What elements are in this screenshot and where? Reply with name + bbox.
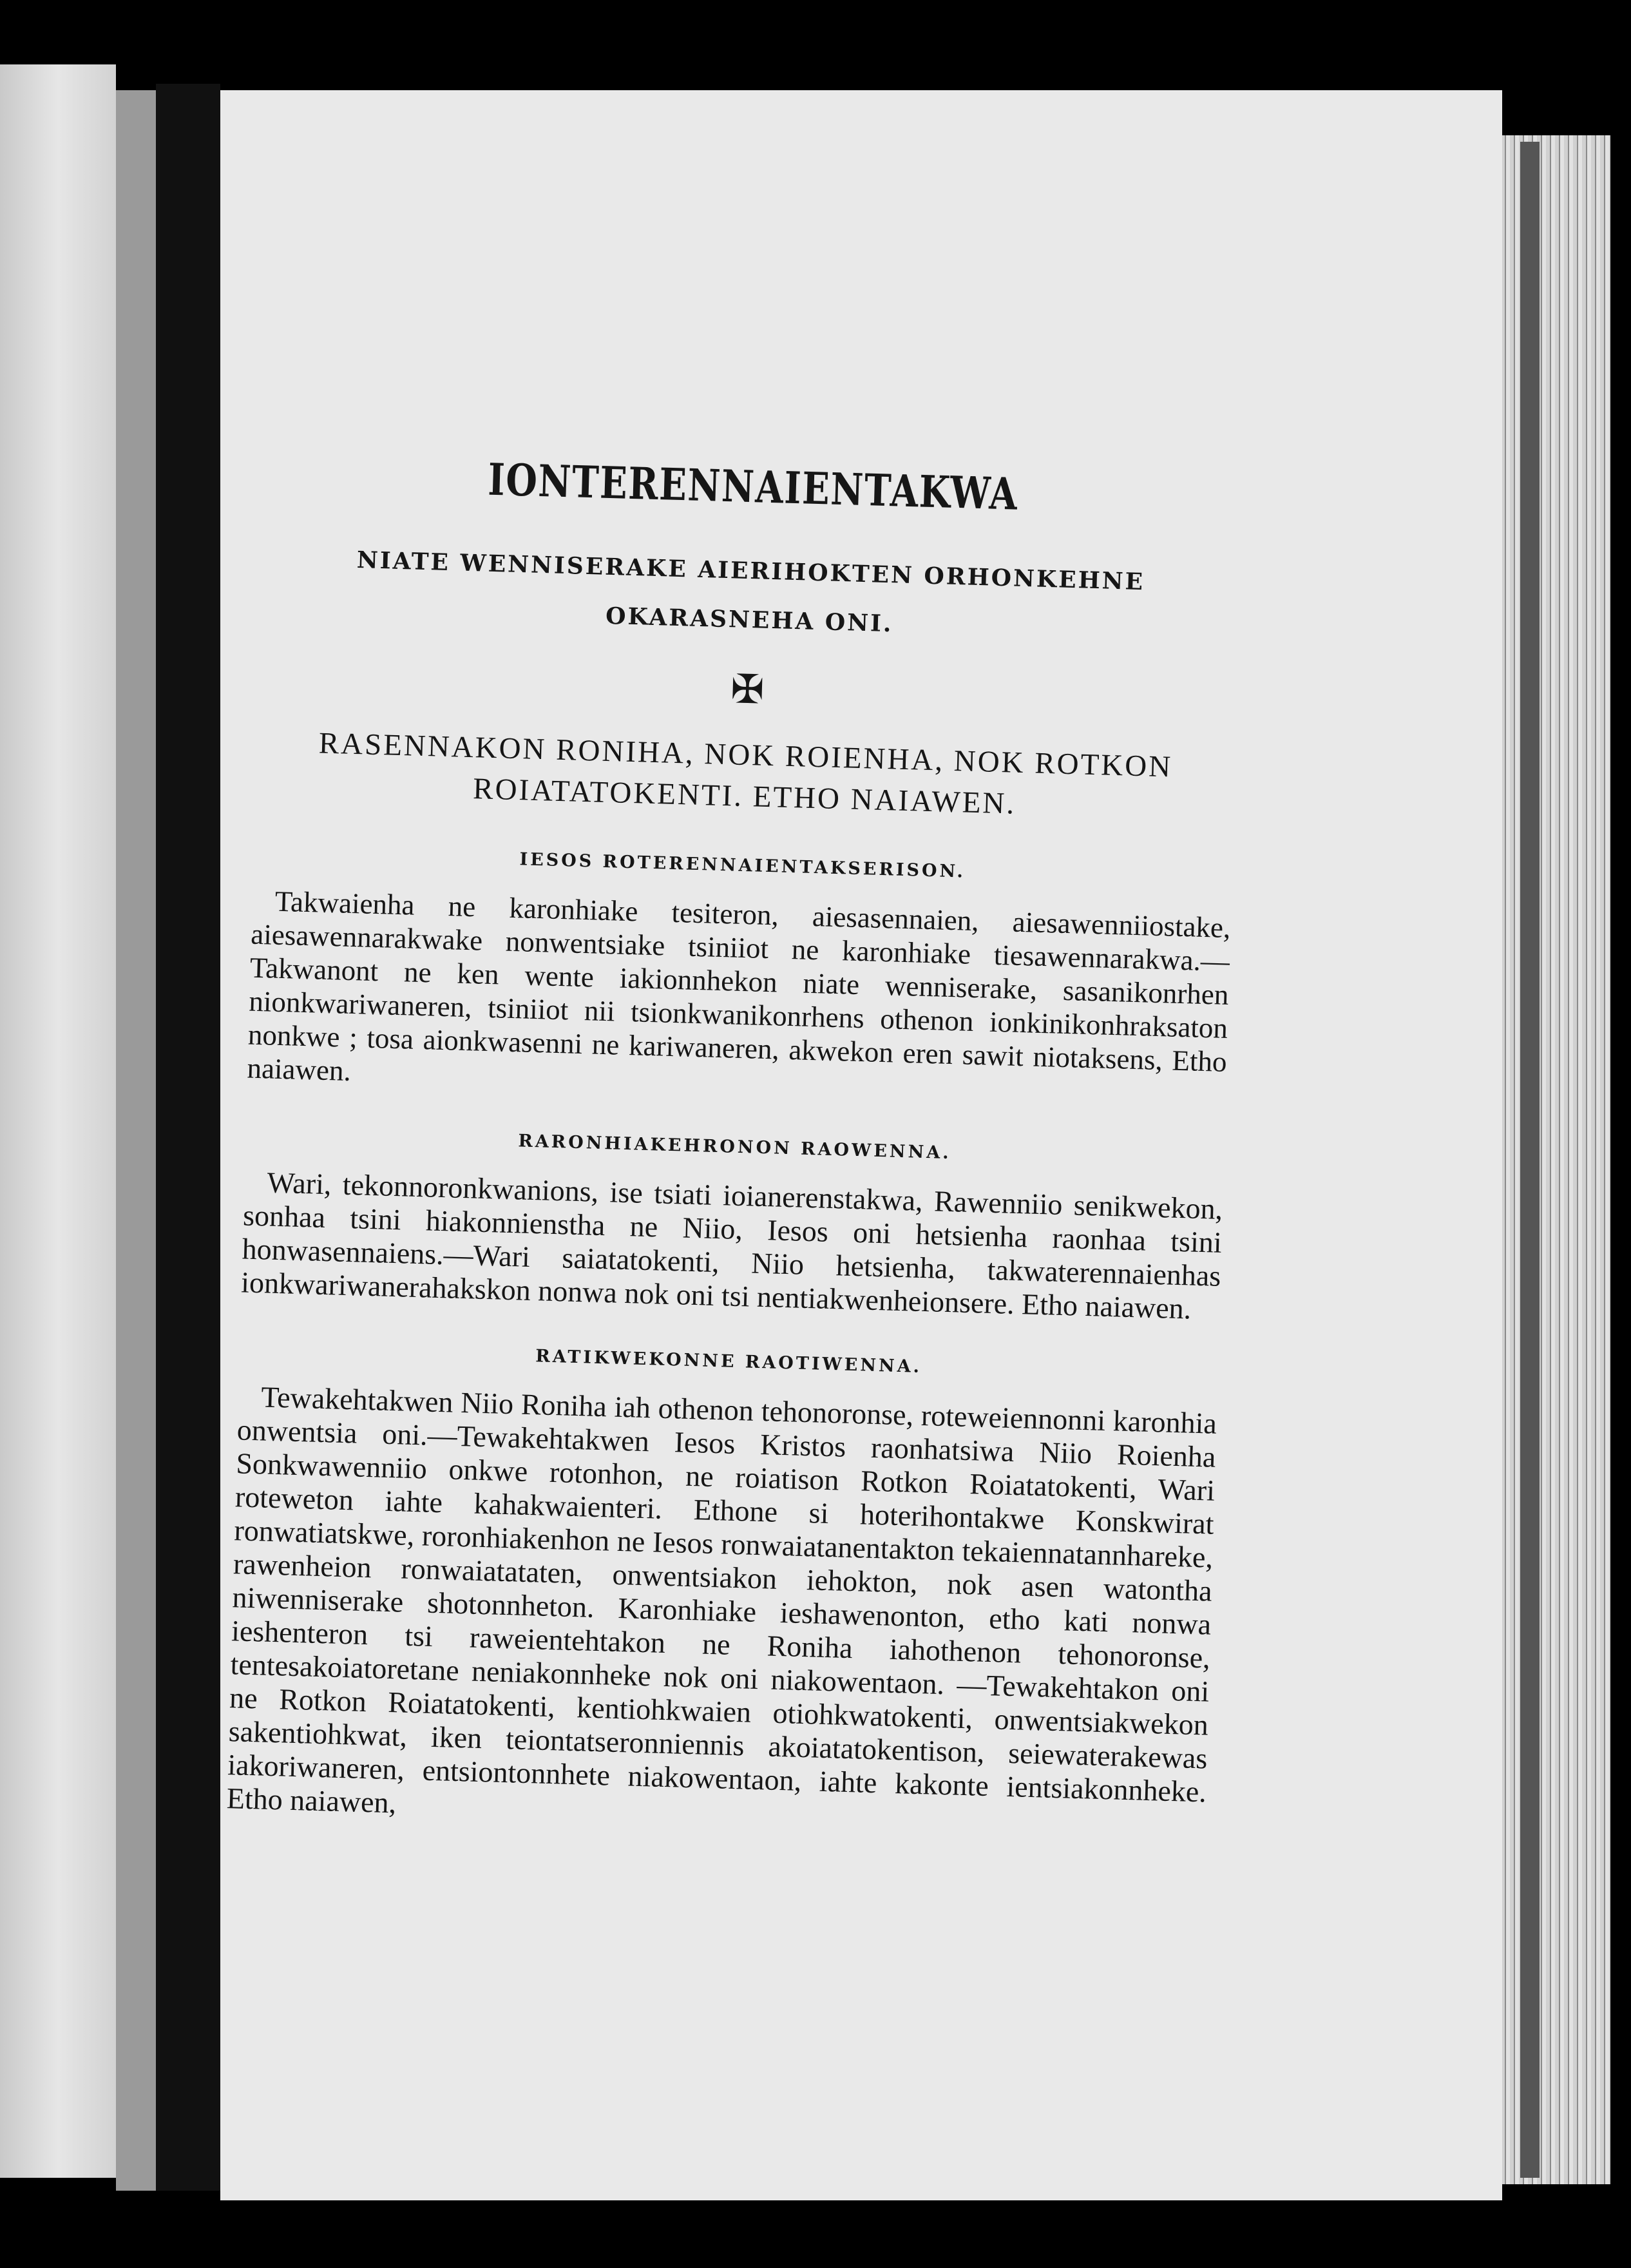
section-text-lords-prayer: Takwaienha ne karonhiake tesiteron, aiesasennaien, aiesawenniiostake, aiesawennarakwake nonwentsiake tsiniiot ne karonhiake tiesawennarakwa.—Takwanont ne ken wente iakionnhekon niate wenniserake, sasanikonrhen nionkwariwaneren, tsiniiot nii tsionkwanikonrhens othenon ionkinikonhraksaton nonkwe ; tosa aionkwasenni ne kariwaneren, akwekon eren sawit niotaksens, Etho naiawen. <box>246 885 1232 1088</box>
section-text-hail-mary: Wari, tekonnoronkwanions, ise tsiati ioianerenstakwa, Rawenniio senikwekon, sonhaa tsini hiakonnienstha ne Niio, Iesos oni hetsienha raonhaa tsini honwasennaiens.—Wari saiatatokenti, Niio hetsienha, takwaterennaienhas ionkwariwanerahakskon nonwa nok oni tsi nentiakwenheionsere. Etho naiawen. <box>240 1166 1223 1325</box>
section-title-lords-prayer: IESOS ROTERENNAIENTAKSERISON. <box>519 849 966 882</box>
left-facing-page <box>0 64 116 2178</box>
subtitle-line-2: OKARASNEHA ONI. <box>605 602 894 638</box>
page-stack-shadow <box>1520 142 1540 2178</box>
section-title-creed: RATIKWEKONNE RAOTIWENNA. <box>535 1346 922 1377</box>
page-stack-edge <box>1501 135 1610 2184</box>
subtitle <box>260 533 1241 658</box>
subtitle-line-1: NIATE WENNISERAKE AIERIHOKTEN ORHONKEHNE <box>356 546 1145 596</box>
heading-line-1: RASENNAKON RONIHA, NOK ROIENHA, NOK ROTKON <box>318 726 1173 784</box>
left-page-edge <box>116 90 156 2191</box>
section-text-creed: Tewakehtakwen Niio Roniha iah othenon tehonoronse, roteweiennonni karonhia onwentsia oni.—Tewakehtakwen Iesos Kristos raonhatsiwa Niio Roienha Sonkwawenniio onkwe rotonhon, ne roiatison Rotkon Roiatatokenti, Wari roteweton iahte kahakwaienteri. Ethone si hoterihontakwe Konskwirat ronwatiatskwe, roronhiakenhon ne Iesos ronwaiatanentakton tekaiennatannhareke, rawenheion ronwaiatataten, onwentsiakon iehokton, nok asen watontha niwenniserake shotonnheton. Karonhiake ieshawenonton, etho kati nonwa ieshenteron tsi raweientehtakon ne Roniha iahothenon tehonoronse, tentesakoiatoretane neniakonnheke nok oni niakowentaon. —Tewakehtakon oni ne Rotkon Roiatatokenti, kentiohkwaien otiohkwatokenti, onwentsiakwekon sakentiohkwat, iken teiontatseronniennis akoiatatokentison, seiewaterakewas iakoriwaneren, entsiontonnhete niakowentaon, iahte kakonte ientsiakonnheke. Etho naiawen, <box>226 1380 1217 1820</box>
section-title-hail-mary: RARONHIAKEHRONON RAOWENNA. <box>517 1131 952 1164</box>
heading-line-2: ROIATATOKENTI. ETHO NAIAWEN. <box>472 772 1016 821</box>
book-page <box>220 90 1502 2200</box>
cross-ornament-icon: ✠ <box>730 668 765 713</box>
book-gutter <box>156 84 220 2191</box>
invocation-heading <box>254 721 1235 831</box>
page-content <box>226 345 1246 1843</box>
page-title: IONTERENNAIENTAKWA <box>487 454 1019 521</box>
